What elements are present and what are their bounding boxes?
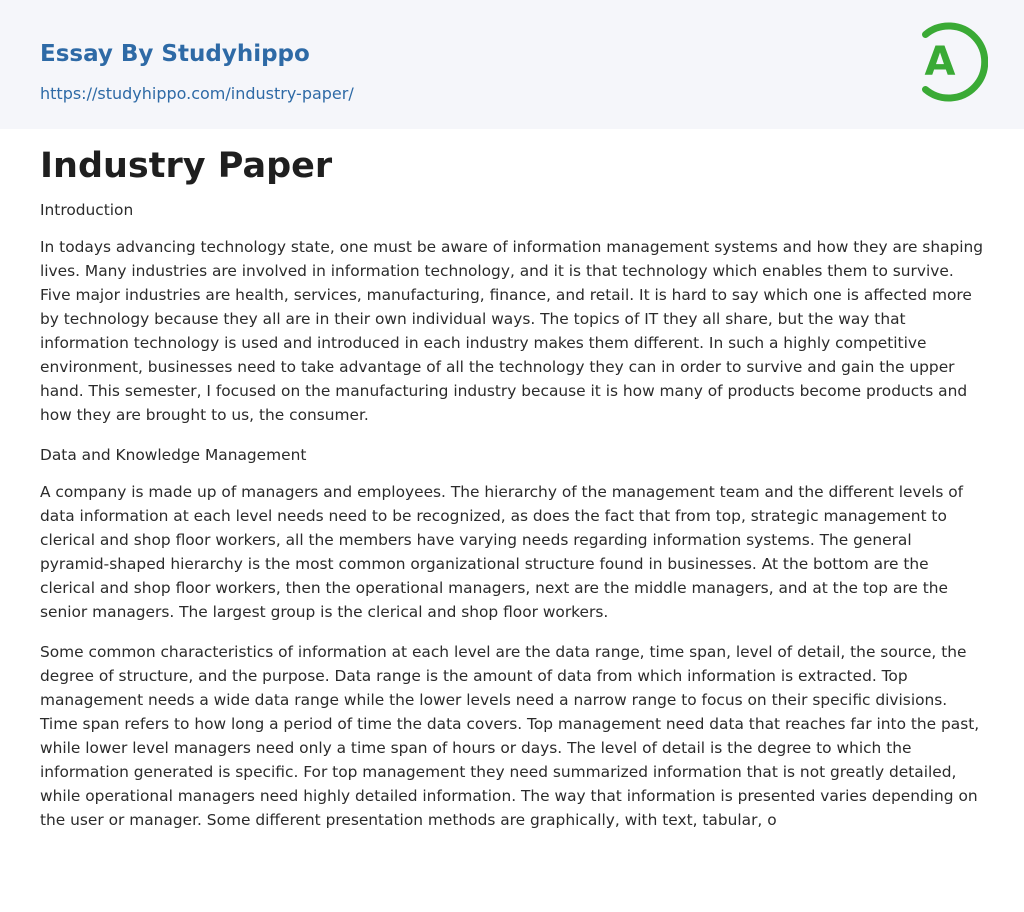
site-header (0, 0, 1024, 129)
logo-letter: A (924, 39, 956, 85)
paragraph: In todays advancing technology state, one must be aware of information management systems and how they are shaping lives. Many industries are involved in information technology, and it is that technology which enables them to survive. Five major industries are health, services, manufacturing, finance, and retail. It is hard to say which one is affected more by technology because they all are in their own individual ways. The topics of IT they all share, but the way that information technology is used and introduced in each industry makes them different. In such a highly competitive environment, businesses need to take advantage of all the technology they can in order to survive and gain the upper hand. This semester, I focused on the manufacturing industry because it is how many of products become products and how they are brought to us, the consumer. (40, 238, 984, 424)
article-body (40, 198, 984, 848)
section-heading-introduction: Introduction (40, 201, 134, 219)
section-heading-data-knowledge-management: Data and Knowledge Management (40, 446, 307, 464)
site-title[interactable]: Essay By Studyhippo (40, 41, 310, 67)
paragraph: A company is made up of managers and employees. The hierarchy of the management team and the different levels of data information at each level needs need to be recognized, as does the fact that from top, strategic management to clerical and shop floor workers, all the members have varying needs regarding information systems. The general pyramid-shaped hierarchy is the most common organizational structure found in businesses. At the bottom are the clerical and shop floor workers, then the operational managers, next are the middle managers, and at the top are the senior managers. The largest group is the clerical and shop floor workers. (40, 483, 964, 621)
site-url-link[interactable]: https://studyhippo.com/industry-paper/ (40, 84, 354, 103)
paragraph: Some common characteristics of information at each level are the data range, time span, level of detail, the source, the degree of structure, and the purpose. Data range is the amount of data from which information is extracted. Top management needs a wide data range while the lower levels need a narrow range to focus on their specific divisions. Time span refers to how long a period of time the data covers. Top management need data that reaches far into the past, while lower level managers need only a time span of hours or days. The level of detail is the degree to which the information generated is specific. For top management they need summarized information that is not greatly detailed, while operational managers need highly detailed information. The way that information is presented varies depending on the user or manager. Some different presentation methods are graphically, with text, tabular, o (40, 643, 980, 829)
page-title: Industry Paper (40, 146, 333, 186)
studyhippo-logo-icon[interactable] (912, 18, 988, 106)
